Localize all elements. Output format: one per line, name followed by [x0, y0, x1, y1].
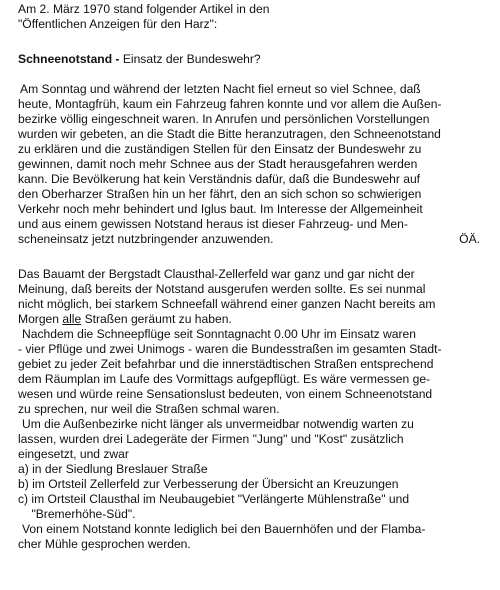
article-title-bold: Schneenotstand -: [18, 52, 120, 66]
intro-line-1: Am 2. März 1970 stand folgender Artikel in den: [18, 2, 270, 16]
article-line: Am Sonntag und während der letzten Nacht fiel erneut so viel Schnee, daß: [20, 82, 421, 96]
article-line: scheneinsatz jetzt nutzbringender anzuwenden.: [18, 232, 274, 246]
body-line: Von einem Notstand konnte lediglich bei den Bauernhöfen und der Flamba-: [22, 522, 426, 536]
body-line: cher Mühle gesprochen werden.: [18, 537, 191, 551]
article-line: gewinnen, damit noch mehr Schnee aus der Stadt herausgefahren werden: [18, 157, 418, 171]
article-line: Verkehr noch mehr behindert und Iglus baut. Im Interesse der Allgemeinheit: [18, 202, 423, 216]
intro-line-2: "Öffentlichen Anzeigen für den Harz":: [18, 17, 218, 31]
article-line: und aus einem gewissen Notstand heraus ist dieser Fahrzeug- und Men-: [18, 217, 408, 231]
morgen-pre: Morgen: [18, 312, 63, 326]
article-title-rest: Einsatz der Bundeswehr?: [119, 52, 261, 66]
body-line: Um die Außenbezirke nicht länger als unvermeidbar notwendig warten zu: [22, 417, 414, 431]
article-last-line: [18, 232, 488, 247]
body-line: Meinung, daß bereits der Notstand ausgerufen werden sollte. Es sei nunmal: [18, 282, 426, 296]
article-line: heute, Montagfrüh, kaum ein Fahrzeug fahren konnte und vor allem die Außen-: [18, 97, 442, 111]
body-line: zu sprechen, nur weil die Straßen schmal waren.: [18, 402, 280, 416]
article-signature: ÖÄ.: [459, 232, 480, 246]
underlined-word: alle: [62, 312, 82, 326]
document-page: [18, 2, 488, 552]
body-line: nicht möglich, bei starkem Schneefall während einer ganzen Nacht bereits am: [18, 297, 436, 311]
article-title: [18, 52, 488, 67]
list-item: a) in der Siedlung Breslauer Straße: [18, 462, 208, 476]
body-line: Nachdem die Schneepflüge seit Sonntagnacht 0.00 Uhr im Einsatz waren: [22, 327, 416, 341]
list-item: c) im Ortsteil Clausthal im Neubaugebiet "Verlängerte Mühlenstraße" und: [18, 492, 410, 506]
article-line: wurden wir gebeten, an die Stadt die Bitte heranzutragen, den Schneenotstand: [18, 127, 441, 141]
article-line: zu erklären und die zuständigen Stellen für den Einsatz der Bundeswehr zu: [18, 142, 422, 156]
article-line: bezirke völlig eingeschneit waren. In Anrufen und persönlichen Vorstellungen: [18, 112, 430, 126]
location-list: [18, 462, 488, 522]
list-item: b) im Ortsteil Zellerfeld zur Verbesserung der Übersicht an Kreuzungen: [18, 477, 399, 491]
article-line: den Oberharzer Straßen hin un her fährt, den an sich schon so schwierigen: [18, 187, 422, 201]
body-line: - vier Pflüge und zwei Unimogs - waren die Bundesstraßen im gesamten Stadt-: [18, 342, 442, 356]
paragraph-bauamt: [18, 267, 488, 327]
paragraph-schneepfluege: [18, 327, 488, 417]
paragraph-notstand: [18, 522, 488, 552]
paragraph-aussenbezirke: [18, 417, 488, 462]
intro: [18, 2, 488, 32]
morgen-post: Straßen geräumt zu haben.: [81, 312, 232, 326]
body-line: eingesetzt, und zwar: [18, 447, 129, 461]
body-line: lassen, wurden drei Ladegeräte der Firmen "Jung" und "Kost" zusätzlich: [18, 432, 404, 446]
list-item: "Bremerhöhe-Süd".: [18, 507, 136, 521]
body-line-morgen: [18, 312, 488, 327]
article-paragraph: [18, 82, 488, 247]
body-line: Das Bauamt der Bergstadt Clausthal-Zellerfeld war ganz und gar nicht der: [18, 267, 415, 281]
article-line: kann. Die Bevölkerung hat kein Verständnis dafür, daß die Bundeswehr auf: [18, 172, 421, 186]
body-line: gebiet zu jeder Zeit befahrbar und die innerstädtischen Straßen entsprechend: [18, 357, 434, 371]
body-line: wesen und würde reine Sensationslust bedeuten, von einem Schneenotstand: [18, 387, 433, 401]
body-line: dem Räumplan im Laufe des Vormittags aufgepflügt. Es wäre vermessen ge-: [18, 372, 431, 386]
